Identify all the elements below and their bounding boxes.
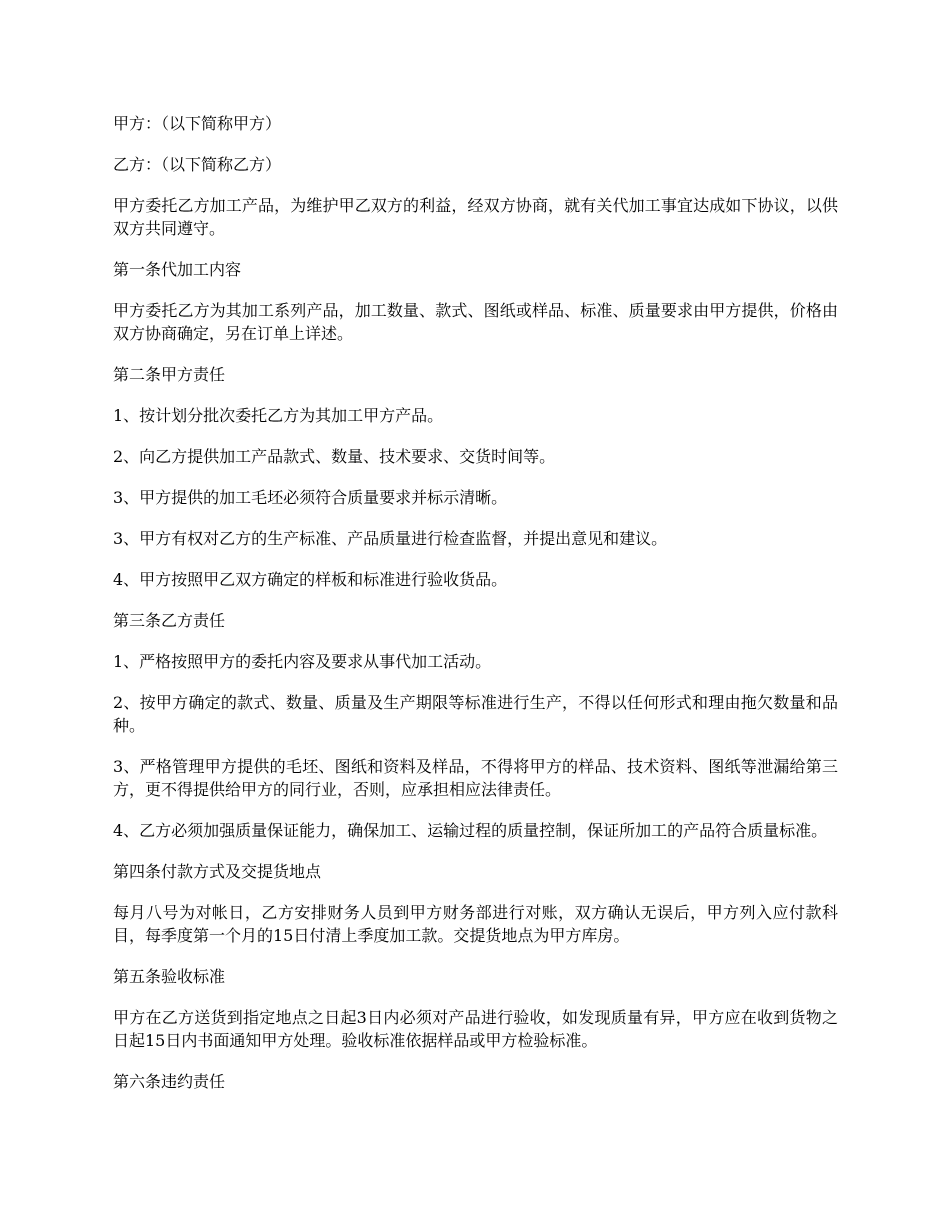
article-3-item: 4、乙方必须加强质量保证能力，确保加工、运输过程的质量控制，保证所加工的产品符合质量标准。 (113, 821, 828, 840)
article-2-item: 3、甲方有权对乙方的生产标准、产品质量进行检查监督，并提出意见和建议。 (113, 529, 668, 548)
article-2-item: 4、甲方按照甲乙双方确定的样板和标准进行验收货品。 (113, 570, 508, 589)
party-b-line: 乙方：（以下简称乙方） (113, 155, 282, 174)
article-5-body: 甲方在乙方送货到指定地点之日起3日内必须对产品进行验收，如发现质量有异，甲方应在收到货物之日起15日内书面通知甲方处理。验收标准依据样品或甲方检验标准。 (113, 1008, 838, 1050)
article-3-heading: 第三条乙方责任 (113, 611, 226, 630)
article-2-item: 2、向乙方提供加工产品款式、数量、技术要求、交货时间等。 (113, 447, 556, 466)
article-1-heading: 第一条代加工内容 (113, 260, 242, 279)
preamble-paragraph: 甲方委托乙方加工产品，为维护甲乙双方的利益，经双方协商，就有关代加工事宜达成如下协议，以供双方共同遵守。 (113, 196, 838, 238)
article-3-item: 3、严格管理甲方提供的毛坯、图纸和资料及样品，不得将甲方的样品、技术资料、图纸等泄漏给第三方，更不得提供给甲方的同行业，否则，应承担相应法律责任。 (113, 757, 838, 799)
article-4-heading: 第四条付款方式及交提货地点 (113, 862, 322, 881)
article-2-heading: 第二条甲方责任 (113, 365, 226, 384)
party-a-line: 甲方：（以下简称甲方） (113, 114, 282, 133)
article-3-item: 2、按甲方确定的款式、数量、质量及生产期限等标准进行生产，不得以任何形式和理由拖欠数量和品种。 (113, 693, 838, 735)
article-3-item: 1、严格按照甲方的委托内容及要求从事代加工活动。 (113, 652, 492, 671)
article-5-heading: 第五条验收标准 (113, 967, 226, 986)
article-2-item: 3、甲方提供的加工毛坯必须符合质量要求并标示清晰。 (113, 488, 508, 507)
article-1-body: 甲方委托乙方为其加工系列产品，加工数量、款式、图纸或样品、标准、质量要求由甲方提供，价格由双方协商确定，另在订单上详述。 (113, 301, 838, 343)
article-4-body: 每月八号为对帐日，乙方安排财务人员到甲方财务部进行对账，双方确认无误后，甲方列入应付款科目，每季度第一个月的15日付清上季度加工款。交提货地点为甲方库房。 (113, 903, 838, 945)
article-6-heading: 第六条违约责任 (113, 1072, 226, 1091)
article-2-item: 1、按计划分批次委托乙方为其加工甲方产品。 (113, 406, 444, 425)
